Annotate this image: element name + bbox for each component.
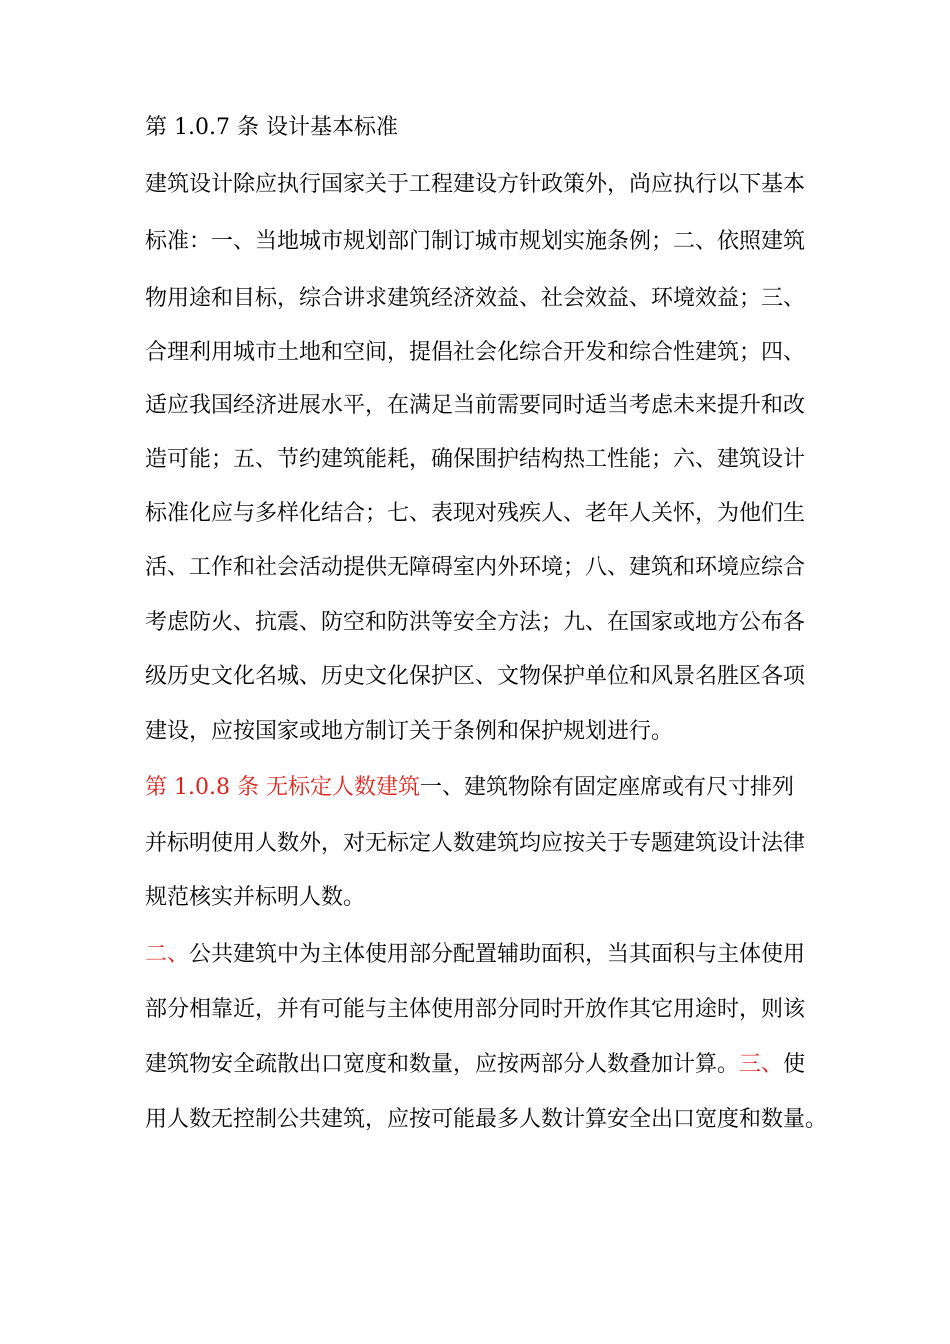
section-1-0-7-line: 建筑设计除应执行国家关于工程建设方针政策外，尚应执行以下基本: [145, 172, 806, 197]
section-1-0-8-line: 并标明使用人数外，对无标定人数建筑均应按关于专题建筑设计法律: [145, 831, 806, 856]
section-1-0-7-heading: 第 1.0.7 条 设计基本标准: [145, 115, 398, 140]
item-2-line: 部分相靠近，并有可能与主体使用部分同时开放作其它用途时，则该: [145, 997, 806, 1022]
section-1-0-7-line: 物用途和目标，综合讲求建筑经济效益、社会效益、环境效益；三、: [145, 286, 806, 311]
section-1-0-7-line: 造可能；五、节约建筑能耗，确保围护结构热工性能；六、建筑设计: [145, 447, 806, 472]
item-2-first-line: [145, 940, 805, 970]
section-1-0-7-line: 活、工作和社会活动提供无障碍室内外环境；八、建筑和环境应综合: [145, 555, 806, 580]
section-1-0-7-line: 标准化应与多样化结合；七、表现对残疾人、老年人关怀，为他们生: [145, 501, 806, 526]
section-1-0-7-line: 级历史文化名城、历史文化保护区、文物保护单位和风景名胜区各项: [145, 664, 806, 689]
item-3-text: 使: [783, 1052, 806, 1077]
item-2-label: 二、: [145, 942, 190, 967]
section-1-0-7-line: 建设，应按国家或地方制订关于条例和保护规划进行。: [145, 719, 674, 744]
section-1-0-8-heading: 第 1.0.8 条 无标定人数建筑: [145, 775, 420, 800]
item-3-label: 三、: [739, 1052, 784, 1077]
section-1-0-7-line: 合理利用城市土地和空间，提倡社会化综合开发和综合性建筑；四、: [145, 340, 806, 365]
section-1-0-7-line: 考虑防火、抗震、防空和防洪等安全方法；九、在国家或地方公布各: [145, 610, 806, 635]
item-2-last-line: [145, 1050, 805, 1080]
section-1-0-8-line: 规范核实并标明人数。: [145, 885, 366, 910]
item-2-text: 公共建筑中为主体使用部分配置辅助面积，当其面积与主体使用: [189, 942, 806, 967]
section-1-0-7-line: 标准：一、当地城市规划部门制订城市规划实施条例；二、依照建筑: [145, 229, 806, 254]
section-1-0-8-text: 一、建筑物除有固定座席或有尺寸排列: [419, 775, 794, 800]
section-1-0-7-line: 适应我国经济进展水平，在满足当前需要同时适当考虑未来提升和改: [145, 393, 806, 418]
item-2-text: 建筑物安全疏散出口宽度和数量，应按两部分人数叠加计算。: [145, 1052, 740, 1077]
item-3-line: 用人数无控制公共建筑，应按可能最多人数计算安全出口宽度和数量。: [145, 1107, 828, 1132]
section-1-0-8-first-line: [145, 773, 794, 803]
